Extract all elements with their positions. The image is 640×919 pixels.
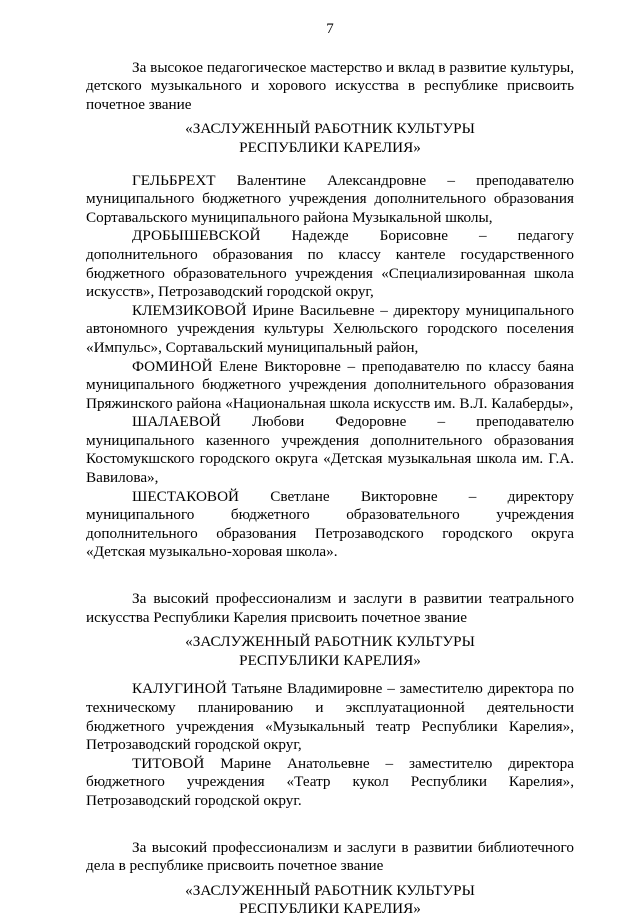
nominee-entry: ФОМИНОЙ Елене Викторовне – преподавателю по классу баяна муниципального бюджетного учреждения дополнительного образования Пряжинского района «Национальная школа искусств им. В.Л. Калаберды»,: [86, 357, 574, 412]
award-title-line2: РЕСПУБЛИКИ КАРЕЛИЯ»: [239, 138, 421, 156]
nominee-entry: ШЕСТАКОВОЙ Светлане Викторовне – директору муниципального бюджетного образовательного учреждения дополнительного образования Петрозаводского городского округа «Детская музыкально-хоровая школа».: [86, 487, 574, 561]
nominee-entry: КАЛУГИНОЙ Татьяне Владимировне – заместителю директора по техническому планированию и эксплуатационной деятельности бюджетного учреждения «Музыкальный театр Республики Карелия», Петрозаводский городской округ,: [86, 680, 574, 754]
section-intro: За высокий профессионализм и заслуги в развитии библиотечного дела в республике присвоить почетное звание: [86, 838, 574, 875]
award-section-culture-music: [86, 59, 574, 562]
page-number: 7: [326, 21, 334, 37]
nominee-entry: ГЕЛЬБРЕХТ Валентине Александровне – преподавателю муниципального бюджетного учреждения дополнительного образования Сортавальского муниципального района Музыкальной школы,: [86, 171, 574, 226]
award-title-line1: «ЗАСЛУЖЕННЫЙ РАБОТНИК КУЛЬТУРЫ: [185, 881, 475, 899]
nominee-entry: ШАЛАЕВОЙ Любови Федоровне – преподавателю муниципального казенного учреждения дополнительного образования Костомукшского городского округа «Детская музыкальная школа им. Г.А. Вавилова»,: [86, 413, 574, 487]
award-title-line2: РЕСПУБЛИКИ КАРЕЛИЯ»: [239, 900, 421, 918]
section-intro: За высокое педагогическое мастерство и вклад в развитие культуры, детского музыкального и хорового искусства в республике присвоить почетное звание: [86, 58, 574, 113]
award-section-library: [86, 839, 574, 919]
nominee-entry: ТИТОВОЙ Марине Анатольевне – заместителю директора бюджетного учреждения «Театр кукол Республики Карелия», Петрозаводский городской округ.: [86, 754, 574, 809]
nominee-entry: КЛЕМЗИКОВОЙ Ирине Васильевне – директору муниципального автономного учреждения культуры Хелюльского городского поселения «Импульс», Сортавальский муниципальный район,: [86, 301, 574, 356]
award-section-theatre: [86, 590, 574, 811]
award-title-line1: «ЗАСЛУЖЕННЫЙ РАБОТНИК КУЛЬТУРЫ: [185, 633, 475, 651]
award-title-line2: РЕСПУБЛИКИ КАРЕЛИЯ»: [239, 651, 421, 669]
nominee-entry: ДРОБЫШЕВСКОЙ Надежде Борисовне – педагогу дополнительного образования по классу кантеле государственного бюджетного образовательного учреждения «Специализированная школа искусств», Петрозаводский городской округ,: [86, 227, 574, 301]
section-intro: За высокий профессионализм и заслуги в развитии театрального искусства Республики Карелия присвоить почетное звание: [86, 590, 574, 626]
award-title-line1: «ЗАСЛУЖЕННЫЙ РАБОТНИК КУЛЬТУРЫ: [185, 120, 475, 138]
